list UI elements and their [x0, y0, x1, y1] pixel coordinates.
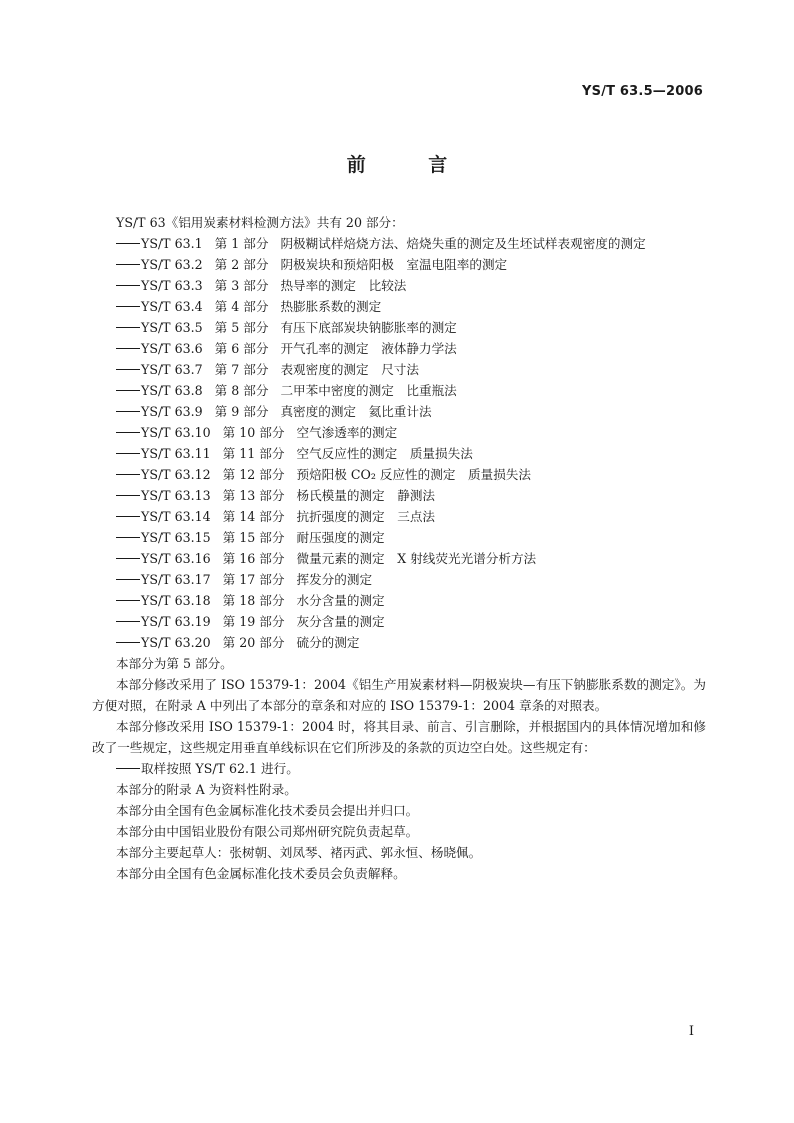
- part-code: YS/T 63.18: [141, 593, 211, 608]
- em-dash: [116, 621, 140, 622]
- drafted-by: 本部分由中国铝业股份有限公司郑州研究院负责起草。: [116, 824, 419, 839]
- part-number: 第 9 部分: [214, 404, 269, 419]
- part-list-item: [92, 632, 706, 653]
- standard-code: YS/T 63.5—2006: [582, 84, 703, 99]
- part-code: YS/T 63.14: [141, 509, 211, 524]
- part-title: 阴极炭块和预焙阳极 室温电阻率的测定: [280, 257, 508, 272]
- part-number: 第 11 部分: [222, 446, 285, 461]
- part-code: YS/T 63.20: [141, 635, 211, 650]
- part-code: YS/T 63.9: [141, 404, 203, 419]
- part-list-item: [92, 422, 706, 443]
- part-code: YS/T 63.2: [141, 257, 203, 272]
- em-dash: [116, 390, 140, 391]
- part-list-item: [92, 443, 706, 464]
- em-dash: [116, 537, 140, 538]
- drafters: 本部分主要起草人：张树朝、刘凤琴、褚丙武、郭永恒、杨晓佩。: [116, 845, 482, 860]
- part-number: 第 8 部分: [214, 383, 269, 398]
- modification-paragraph-2: 本部分修改采用 ISO 15379-1：2004 时，将其目录、前言、引言删除，并根据国内的具体情况增加和修改了一些规定，这些规定用垂直单线标识在它们所涉及的条款的页边空白处。这些规定有：: [92, 719, 706, 755]
- part-list-item: [92, 464, 706, 485]
- part-number: 第 16 部分: [222, 551, 285, 566]
- page-title: 前 言: [346, 154, 476, 176]
- part-list-item: [92, 338, 706, 359]
- em-dash: [116, 516, 140, 517]
- em-dash: [116, 369, 140, 370]
- part-title: 抗折强度的测定 三点法: [296, 509, 436, 524]
- part-list-item: [92, 527, 706, 548]
- part-title: 微量元素的测定 X 射线荧光光谱分析方法: [296, 551, 537, 566]
- part-code: YS/T 63.5: [141, 320, 203, 335]
- provision-text: 取样按照 YS/T 62.1 进行。: [141, 761, 299, 776]
- part-number: 第 10 部分: [222, 425, 285, 440]
- part-code: YS/T 63.7: [141, 362, 203, 377]
- part-title: 有压下底部炭块钠膨胀率的测定: [280, 320, 457, 335]
- statement-part: 本部分为第 5 部分。: [116, 656, 233, 671]
- part-number: 第 4 部分: [214, 299, 269, 314]
- part-list-item: [92, 380, 706, 401]
- part-list-item: [92, 548, 706, 569]
- part-number: 第 20 部分: [222, 635, 285, 650]
- part-title: 热膨胀系数的测定: [280, 299, 382, 314]
- part-code: YS/T 63.13: [141, 488, 211, 503]
- part-title: 阴极糊试样焙烧方法、焙烧失重的测定及生坯试样表观密度的测定: [280, 236, 646, 251]
- part-number: 第 12 部分: [222, 467, 285, 482]
- interpreted-by: 本部分由全国有色金属标准化技术委员会负责解释。: [116, 866, 406, 881]
- part-list-item: [92, 401, 706, 422]
- em-dash: [116, 642, 140, 643]
- part-code: YS/T 63.12: [141, 467, 211, 482]
- part-code: YS/T 63.19: [141, 614, 211, 629]
- part-number: 第 13 部分: [222, 488, 285, 503]
- part-number: 第 18 部分: [222, 593, 285, 608]
- em-dash: [116, 768, 140, 769]
- part-list-item: [92, 590, 706, 611]
- em-dash: [116, 285, 140, 286]
- em-dash: [116, 495, 140, 496]
- part-list-item: [92, 569, 706, 590]
- foreword-body: [92, 212, 706, 884]
- em-dash: [116, 432, 140, 433]
- part-title: 水分含量的测定: [296, 593, 385, 608]
- part-code: YS/T 63.17: [141, 572, 211, 587]
- em-dash: [116, 264, 140, 265]
- part-code: YS/T 63.4: [141, 299, 203, 314]
- parts-list: [92, 233, 706, 653]
- part-list-item: [92, 254, 706, 275]
- part-list-item: [92, 233, 706, 254]
- part-list-item: [92, 506, 706, 527]
- part-number: 第 6 部分: [214, 341, 269, 356]
- part-list-item: [92, 359, 706, 380]
- part-list-item: [92, 317, 706, 338]
- part-title: 挥发分的测定: [296, 572, 373, 587]
- part-title: 灰分含量的测定: [296, 614, 385, 629]
- part-code: YS/T 63.1: [141, 236, 203, 251]
- part-number: 第 1 部分: [214, 236, 269, 251]
- part-code: YS/T 63.6: [141, 341, 203, 356]
- em-dash: [116, 579, 140, 580]
- part-list-item: [92, 296, 706, 317]
- part-number: 第 7 部分: [214, 362, 269, 377]
- part-list-item: [92, 611, 706, 632]
- intro-line: YS/T 63《铝用炭素材料检测方法》共有 20 部分：: [116, 215, 404, 230]
- em-dash: [116, 243, 140, 244]
- part-number: 第 2 部分: [214, 257, 269, 272]
- part-code: YS/T 63.10: [141, 425, 211, 440]
- em-dash: [116, 600, 140, 601]
- part-code: YS/T 63.8: [141, 383, 203, 398]
- provision-item: [92, 758, 706, 779]
- em-dash: [116, 306, 140, 307]
- part-title: 真密度的测定 氦比重计法: [280, 404, 432, 419]
- part-title: 二甲苯中密度的测定 比重瓶法: [280, 383, 457, 398]
- modification-paragraph-1: 本部分修改采用了 ISO 15379-1：2004《铝生产用炭素材料—阴极炭块—有压下钠膨胀系数的测定》。为方便对照，在附录 A 中列出了本部分的章条和对应的 ISO 15379-1：2004 章条的对照表。: [92, 677, 706, 713]
- em-dash: [116, 474, 140, 475]
- part-number: 第 14 部分: [222, 509, 285, 524]
- part-title: 开气孔率的测定 液体静力学法: [280, 341, 457, 356]
- part-title: 空气反应性的测定 质量损失法: [296, 446, 473, 461]
- part-code: YS/T 63.11: [141, 446, 211, 461]
- em-dash: [116, 558, 140, 559]
- appendix-note: 本部分的附录 A 为资料性附录。: [116, 782, 297, 797]
- part-title: 杨氏模量的测定 静测法: [296, 488, 436, 503]
- em-dash: [116, 327, 140, 328]
- part-number: 第 5 部分: [214, 320, 269, 335]
- part-number: 第 3 部分: [214, 278, 269, 293]
- part-title: 硫分的测定: [296, 635, 360, 650]
- em-dash: [116, 453, 140, 454]
- part-title: 热导率的测定 比较法: [280, 278, 407, 293]
- part-title: 表观密度的测定 尺寸法: [280, 362, 419, 377]
- part-title: 耐压强度的测定: [296, 530, 385, 545]
- part-list-item: [92, 485, 706, 506]
- part-code: YS/T 63.16: [141, 551, 211, 566]
- part-number: 第 19 部分: [222, 614, 285, 629]
- part-code: YS/T 63.3: [141, 278, 203, 293]
- em-dash: [116, 348, 140, 349]
- proposed-by: 本部分由全国有色金属标准化技术委员会提出并归口。: [116, 803, 419, 818]
- em-dash: [116, 411, 140, 412]
- part-code: YS/T 63.15: [141, 530, 211, 545]
- part-number: 第 17 部分: [222, 572, 285, 587]
- page-number: I: [688, 1024, 694, 1039]
- part-list-item: [92, 275, 706, 296]
- part-title: 空气渗透率的测定: [296, 425, 398, 440]
- part-number: 第 15 部分: [222, 530, 285, 545]
- part-title: 预焙阳极 CO₂ 反应性的测定 质量损失法: [296, 467, 531, 482]
